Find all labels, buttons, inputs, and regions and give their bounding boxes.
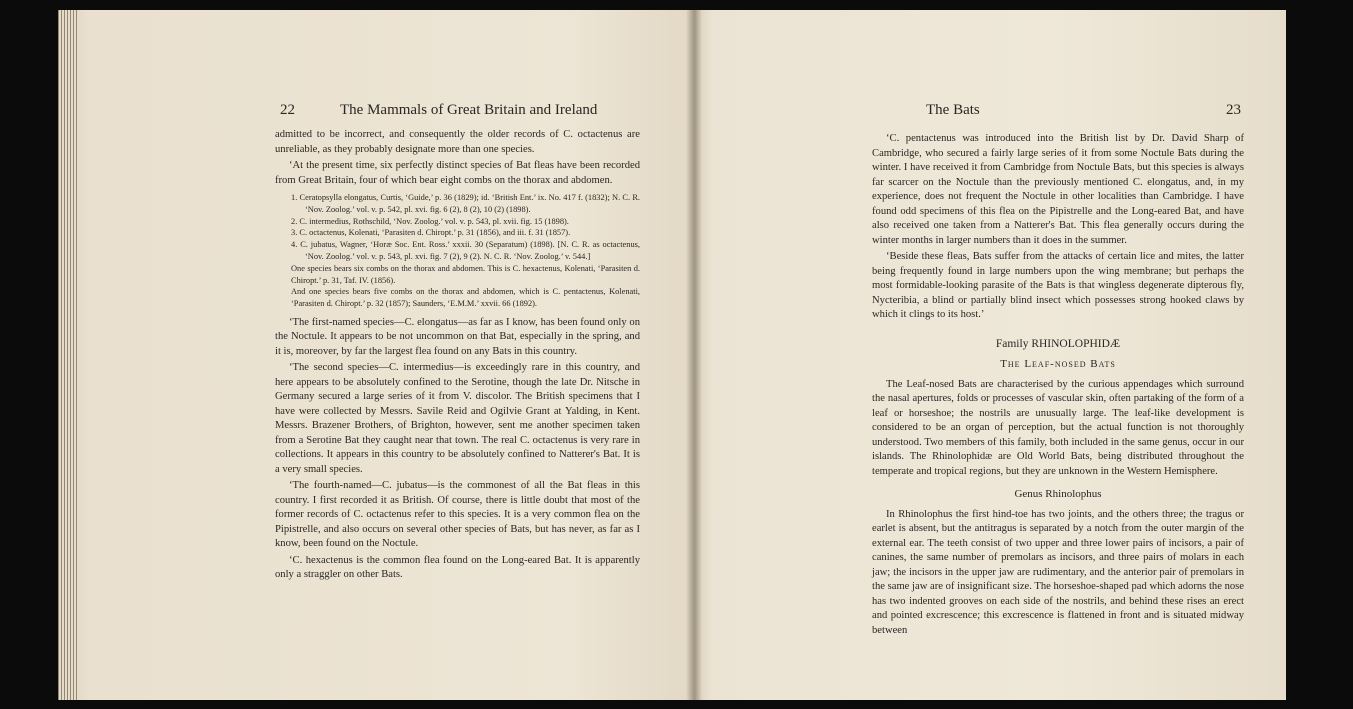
reference-note: One species bears six combs on the thorax and abdomen. This is C. hexactenus, Kolenati, ‘Parasiten d. Chiropt.’ p. 31, Taf. IV. (1856). [291, 263, 640, 285]
genus-heading: Genus Rhinolophus [1014, 488, 1102, 500]
intro-paragraph: admitted to be incorrect, and consequently the older records of C. octactenus are unreliable, as they probably designate more than one species. [275, 129, 640, 155]
body-paragraph: ‘The first-named species—C. elongatus—as far as I know, has been found only on the Noctule. It appears to be not uncommon on that Bat, especially in the spring, and it is, moreover, by far the largest flea found on any Bats in this country. [275, 316, 640, 357]
right-page [694, 10, 1286, 700]
reference-note: And one species bears five combs on the thorax and abdomen, which is C. pentactenus, Kolenati, ‘Parasiten d. Chiropt.’ p. 32 (1857); Saunders, ‘E.M.M.’ xxvii. 66 (1892). [291, 287, 640, 309]
open-book [58, 10, 1286, 700]
reference-item: 1. Ceratopsylla elongatus, Curtis, ‘Guide,’ p. 36 (1829); id. ‘British Ent.’ ix. No. 417 f. (1832); N. C. R. ‘Nov. Zoolog.’ vol. v. p. 542, pl. xvi. fig. 6 (2), 8 (2), 10 (2) (1898). [291, 193, 640, 214]
family-paragraph: The Leaf-nosed Bats are characterised by the curious appendages which surround the nasal apertures, folds or processes of vascular skin, often partaking of the form of a leaf or horseshoe; the nostrils are unusually large. The leaf-like development is considered to be an organ of perception, but the actual function is not thoroughly understood. Two members of this family, both included in the same genus, occur in our islands. The Rhinolophidæ are Old World Bats, being distributed throughout the temperate and tropical regions, but they are unknown in the Western Hemisphere. [872, 378, 1244, 477]
reference-item: 4. C. jubatus, Wagner, ‘Horæ Soc. Ent. Ross.’ xxxii. 30 (Separatum) (1898). [N. C. R. as octactenus, ‘Nov. Zoolog.’ vol. v. p. 543, pl. xvi. fig. 7 (2), 9 (2). N. C. R. ‘Nov. Zoolog.’ v. 544.] [291, 240, 640, 261]
right-page-text [872, 132, 1244, 640]
intro-paragraph: ‘At the present time, six perfectly distinct species of Bat fleas have been recorded from Great Britain, four of which bear eight combs on the thorax and abdomen. [275, 160, 640, 186]
reference-item: 3. C. octactenus, Kolenati, ‘Parasiten d. Chiropt.’ p. 31 (1856), and iii. f. 31 (1857). [291, 228, 571, 238]
running-head-right: The Bats [926, 102, 980, 118]
left-page [58, 10, 694, 700]
body-paragraph: ‘C. hexactenus is the common flea found on the Long-eared Bat. It is apparently only a straggler on other Bats. [275, 554, 640, 581]
family-heading: Family RHINOLOPHIDÆ [995, 337, 1121, 350]
family-subheading: The Leaf-nosed Bats [1000, 358, 1116, 370]
page-number-right: 23 [1226, 102, 1241, 118]
page-edges [58, 10, 78, 700]
body-paragraph: ‘Beside these fleas, Bats suffer from the attacks of certain lice and mites, the latter being frequently found in large numbers upon the wing membrane; but perhaps the most formidable-looking parasite of the Bats is that wingless degenerate dipterous fly, Nycteribia, a blind or partially blind insect which possesses strong hooked claws by which it clings to its host.’ [872, 251, 1244, 320]
reference-item: 2. C. intermedius, Rothschild, ‘Nov. Zoolog.’ vol. v. p. 543, pl. xvii. fig. 15 (1898). [291, 216, 569, 226]
reference-list [275, 192, 640, 310]
left-page-text [275, 128, 640, 585]
page-number-left: 22 [280, 102, 295, 118]
body-paragraph: ‘The second species—C. intermedius—is exceedingly rare in this country, and here appears to be absolutely confined to the Serotine, though the late Dr. Nitsche in Germany secured a large series of it from V. discolor. The British specimens that I have were collected by Messrs. Savile Reid and Ogilvie Grant at Yalding, in Kent. Messrs. Brazener Brothers, of Brighton, however, sent me another specimen taken from a Serotine Bat they caught near that town. The real C. octactenus is very rare in collections. It appears in this country to be absolutely confined to Natterer's Bat. It is a very small species. [275, 362, 640, 475]
body-paragraph: ‘The fourth-named—C. jubatus—is the commonest of all the Bat fleas in this country. I first recorded it as British. Of course, there is little doubt that most of the former records of C. octactenus refer to this species. It is a very common flea on the Pipistrelle, and also occurs on several other species of Bats, but has never, as far as I know, been found on the Noctule. [275, 480, 640, 550]
running-head-left: The Mammals of Great Britain and Ireland [340, 102, 598, 118]
genus-paragraph: In Rhinolophus the first hind-toe has two joints, and the others three; the tragus or earlet is absent, but the antitragus is separated by a notch from the outer margin of the external ear. The teeth consist of two upper and three lower pairs of incisors, a pair of canines, the same number of premolars as incisors, and three pairs of molars in each jaw; the incisors in the upper jaw are rudimentary, and the anterior pair of premolars in the same jaw are of insignificant size. The horseshoe-shaped pad which adorns the nose has two indented grooves on each side of the nostrils, and behind these rises an erect and pointed excrescence; this excrescence is flattened in front and is situated midway between [872, 508, 1244, 636]
book-gutter [686, 10, 702, 700]
body-paragraph: ‘C. pentactenus was introduced into the British list by Dr. David Sharp of Cambridge, who secured a fairly large series of it from some Noctule Bats during the winter. I have received it from Cambridge from Noctule Bats, but this species is always far scarcer on the Noctule than the previously mentioned C. elongatus, and, in my experience, does not frequent the Noctule in other localities than Cambridge. I have found odd specimens of this flea on the Pipistrelle and the Long-eared Bat, and have also received one taken from a Natterer's Bat. This flea generally occurs during the winter months in larger numbers than it does in the summer. [872, 133, 1244, 246]
